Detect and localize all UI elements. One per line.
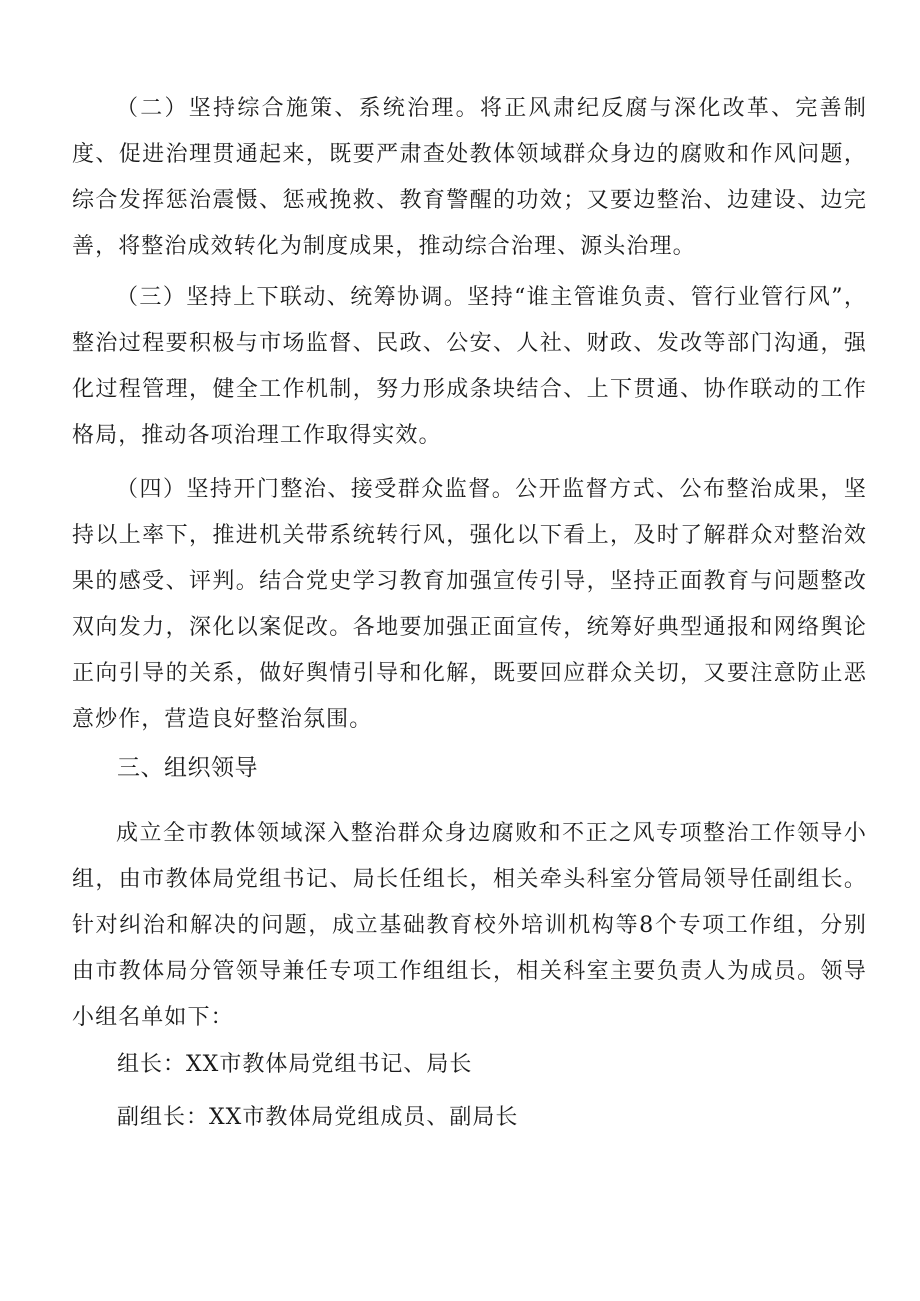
deputy-leader-line: 副组长：XX市教体局党组成员、副局长	[117, 1105, 519, 1130]
leader-line: 组长：XX市教体局党组书记、局长	[117, 1052, 473, 1077]
paragraph-leading-group: 成立全市教体领域深入整治群众身边腐败和不正之风专项整治工作领导小组，由市教体局党组书记、局长任组长，相关牵头科室分管局领导任副组长。针对纠治和解决的问题，成立基础教育校外培训机构等8个专项工作组，分别由市教体局分管领导兼任专项工作组组长，相关科室主要负责人为成员。领导小组名单如下：	[72, 821, 867, 1030]
paragraph-principle-two: （二）坚持综合施策、系统治理。将正风肃纪反腐与深化改革、完善制度、促进治理贯通起来，既要严肃查处教体领域群众身边的腐败和作风问题，综合发挥惩治震慑、惩戒挽救、教育警醒的功效；又要边整治、边建设、边完善，将整治成效转化为制度成果，推动综合治理、源头治理。	[72, 96, 867, 259]
section-heading-organization: 三、组织领导	[117, 755, 258, 781]
paragraph-principle-three: （三）坚持上下联动、统筹协调。坚持“谁主管谁负责、管行业管行风”，整治过程要积极与市场监督、民政、公安、人社、财政、发改等部门沟通，强化过程管理，健全工作机制，努力形成条块结合、上下贯通、协作联动的工作格局，推动各项治理工作取得实效。	[72, 285, 867, 448]
paragraph-principle-four: （四）坚持开门整治、接受群众监督。公开监督方式、公布整治成果，坚持以上率下，推进机关带系统转行风，强化以下看上，及时了解群众对整治效果的感受、评判。结合党史学习教育加强宣传引导，坚持正面教育与问题整改双向发力，深化以案促改。各地要加强正面宣传，统筹好典型通报和网络舆论正向引导的关系，做好舆情引导和化解，既要回应群众关切，又要注意防止恶意炒作，营造良好整治氛围。	[72, 477, 867, 732]
